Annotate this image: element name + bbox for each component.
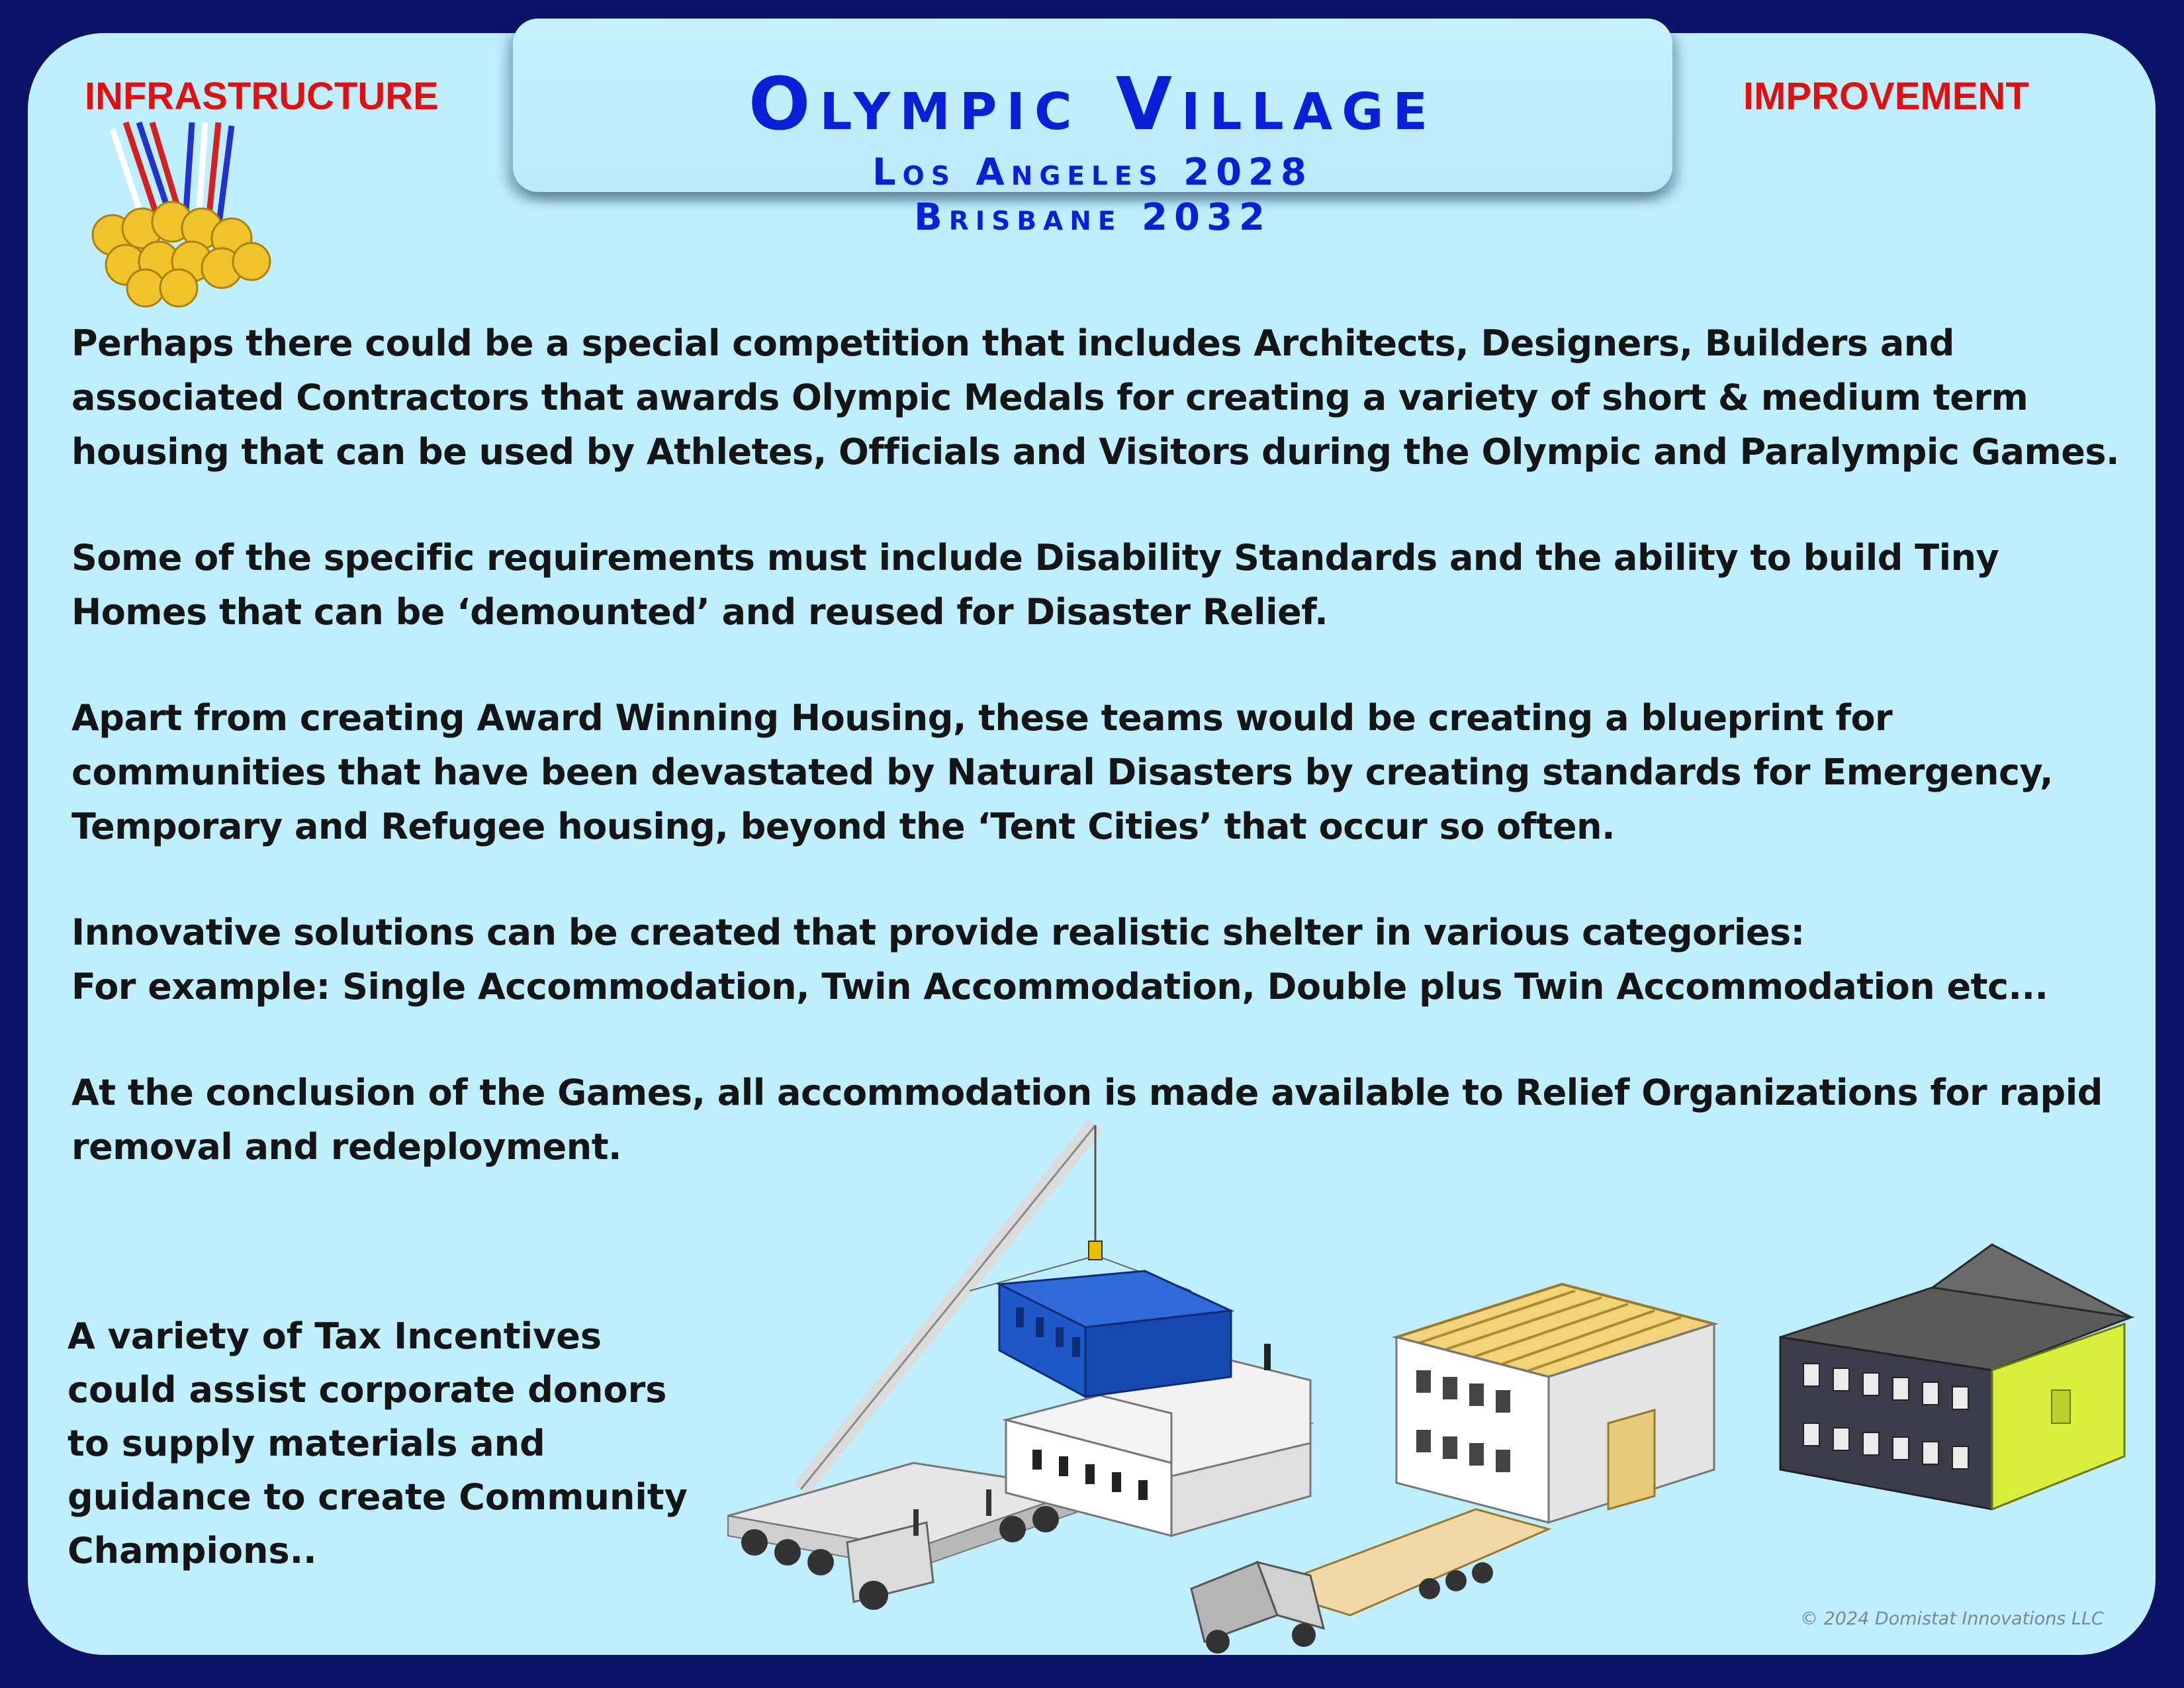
page-title: Olympic Village: [748, 62, 1437, 146]
tax-incentives-note: A variety of Tax Incentives could assist corporate donors to supply materials and guidance to create Community Champions..: [68, 1315, 688, 1571]
title-box: [513, 19, 1672, 239]
paragraph-examples: For example: Single Accommodation, Twin Accommodation, Double plus Twin Accommodation etc...: [71, 966, 2048, 1008]
paragraph-innovative: Innovative solutions can be created that provide realistic shelter in various categories:: [71, 912, 1805, 953]
finished-house-illustration: [1774, 1238, 2144, 1523]
gold-medals-icon: [73, 122, 291, 308]
roof-truss-building-illustration: [1178, 1244, 1741, 1655]
paragraph-requirements: Some of the specific requirements must include Disability Standards and the ability to build Tiny Homes that can be ‘demounted’ and reused for Disaster Relief.: [71, 537, 1999, 633]
paragraph-blueprint: Apart from creating Award Winning Housing, these teams would be creating a blueprint for communities that have been devastated by Natural Disasters by creating standards for Emergency, Temporary and Refugee housing, beyond the ‘Tent Cities’ that occur so often.: [71, 697, 2054, 847]
improvement-label: IMPROVEMENT: [1743, 75, 2029, 118]
copyright-notice: © 2024 Domistat Innovations LLC: [1800, 1609, 2104, 1629]
paragraph-conclusion: At the conclusion of the Games, all accommodation is made available to Relief Organizations for rapid removal and redeployment.: [71, 1072, 2103, 1168]
body-text: [71, 316, 2123, 1226]
infrastructure-label: INFRASTRUCTURE: [85, 75, 439, 118]
subtitle-brisbane: Brisbane 2032: [914, 196, 1271, 239]
subtitle-los-angeles: Los Angeles 2028: [872, 151, 1313, 194]
paragraph-competition: Perhaps there could be a special competition that includes Architects, Designers, Builders and associated Contractors that awards Olympic Medals for creating a variety of short & medium term housing that can be used by Athletes, Officials and Visitors during the Olympic and Paralympic Games.: [71, 322, 2120, 473]
